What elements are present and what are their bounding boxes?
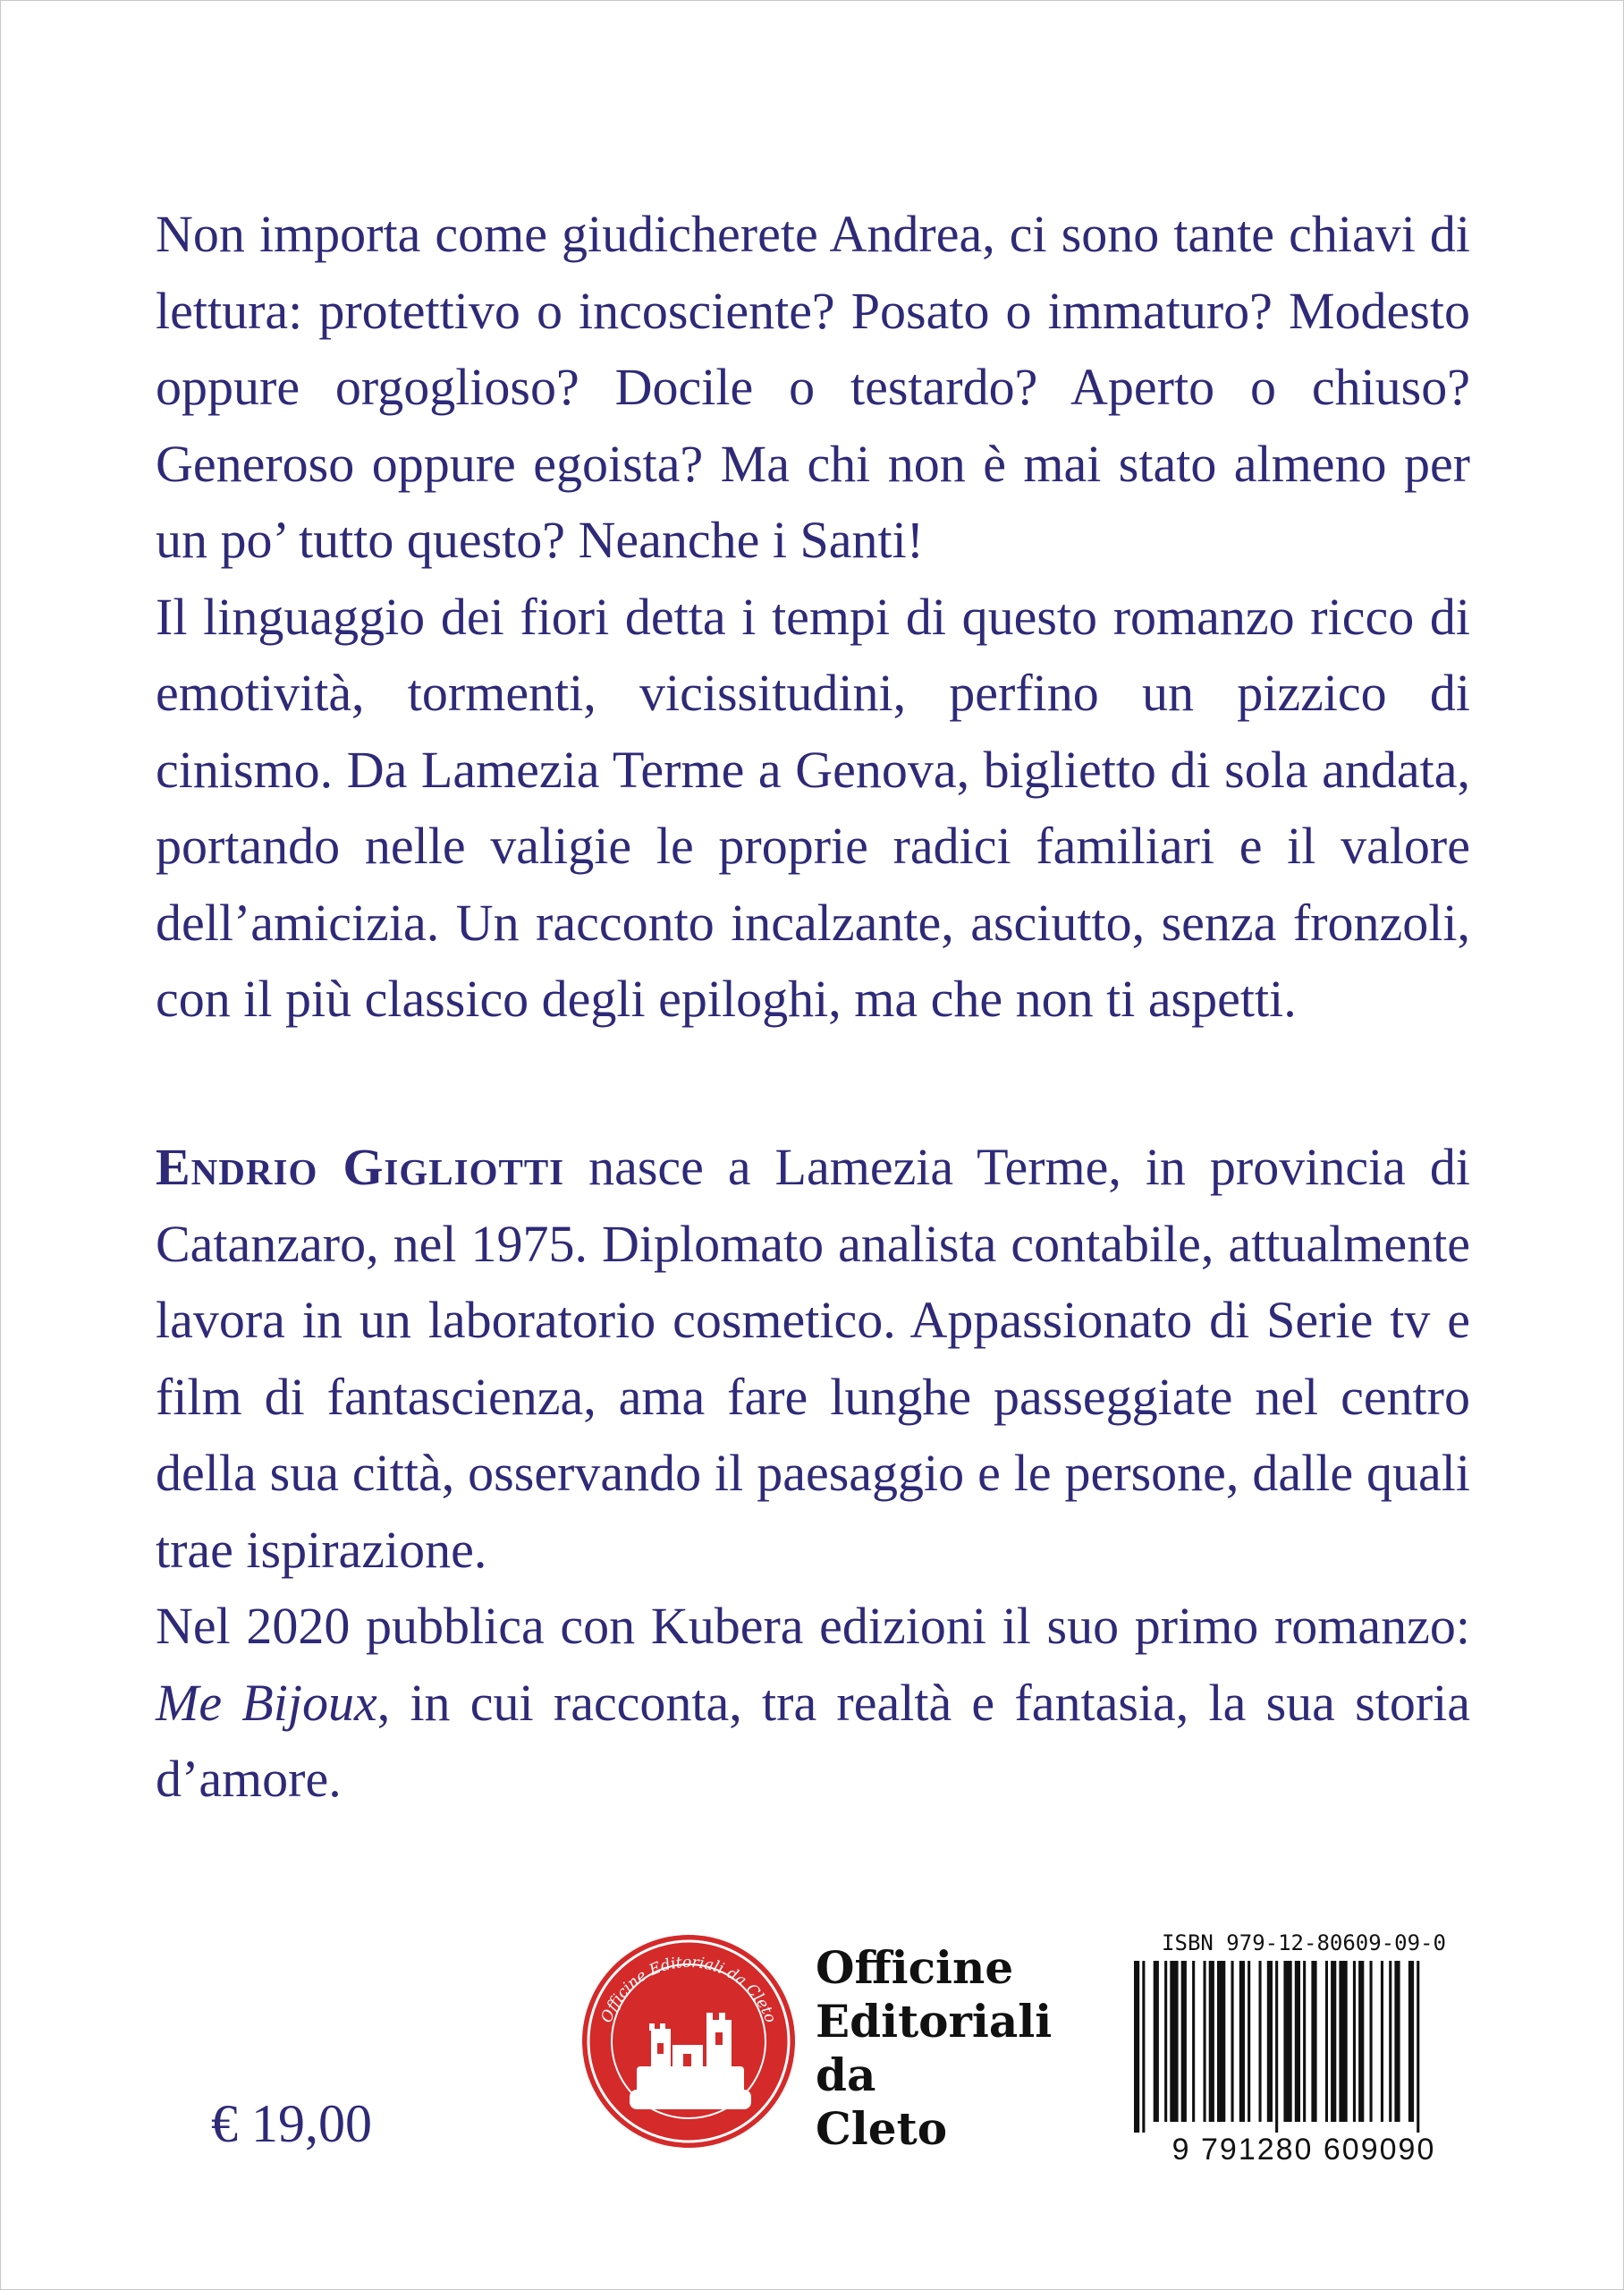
- bio-paragraph-2: [156, 1588, 1470, 1818]
- blurb-paragraph-1: Non importa come giudicherete Andrea, ci sono tante chiavi di lettura: protettivo o incosciente? Posato o immaturo? Modesto oppure orgoglioso? Docile o testardo? Aperto o chiuso? Generoso oppure egoista? Ma chi non è mai stato almeno per un po’ tutto questo? Neanche i Santi!: [156, 205, 1470, 569]
- bio-paragraph-1: [156, 1129, 1470, 1588]
- barcode-bar: [1267, 1961, 1273, 2122]
- barcode-bar: [1303, 1961, 1306, 2122]
- publisher-name-line-4: Cleto: [816, 2102, 948, 2155]
- barcode-bar: [1181, 1961, 1187, 2122]
- barcode-bar: [1358, 1961, 1364, 2122]
- publisher-name-line-3: da: [816, 2048, 876, 2101]
- barcode-bar: [1325, 1961, 1328, 2122]
- barcode-bar: [1154, 1961, 1159, 2122]
- previous-book-title: Me Bijoux: [156, 1673, 377, 1732]
- barcode-bar: [1295, 1961, 1300, 2122]
- barcode-bar: [1192, 1961, 1195, 2122]
- barcode-bar: [1353, 1961, 1356, 2122]
- seal-text: Officine Editoriali da Cleto: [597, 1953, 780, 2026]
- barcode-bar: [1283, 1961, 1291, 2122]
- barcode-bar: [1381, 1961, 1383, 2122]
- barcode-bar: [1408, 1961, 1414, 2122]
- publisher-name-line-2: Editoriali: [816, 1995, 1053, 2048]
- publisher-name: [816, 1941, 1052, 2156]
- barcode-bar: [1164, 1961, 1167, 2122]
- barcode-bar: [1248, 1961, 1250, 2122]
- publisher-seal-logo: [579, 1932, 798, 2150]
- blurb-paragraph-2: Il linguaggio dei fiori detta i tempi di questo romanzo ricco di emotività, tormenti, vicissitudini, perfino un pizzico di cinismo. Da Lamezia Terme a Genova, biglietto di sola andata, portando nelle valigie le proprie radici familiari e il valore dell’amicizia. Un racconto incalzante, asciutto, senza fronzoli, con il più classico degli epiloghi, ma che non ti aspetti.: [156, 587, 1470, 1028]
- barcode-bar: [1275, 1961, 1278, 2133]
- barcode-bar: [1331, 1961, 1336, 2122]
- bio-paragraph-2-start: Nel 2020 pubblica con Kubera edizioni il suo primo romanzo:: [156, 1597, 1470, 1655]
- barcode-bar: [1239, 1961, 1245, 2122]
- bio-paragraph-1-text: nasce a Lamezia Terme, in provincia di Catanzaro, nel 1975. Diplomato analista contabile, attualmente lavora in un laboratorio cosmetico. Appassionato di Serie tv e film di fantascienza, ama fare lunghe passeggiate nel centro della sua città, osservando il paesaggio e le persone, dalle quali trae ispirazione.: [156, 1138, 1470, 1579]
- barcode-bars: [1132, 1961, 1476, 2133]
- back-cover-blurb: [156, 196, 1470, 1038]
- publisher-name-line-1: Officine: [816, 1941, 1014, 1994]
- barcode-bar: [1394, 1961, 1400, 2122]
- author-name: Endrio Gigliotti: [156, 1138, 565, 1196]
- author-bio: [156, 1129, 1470, 1818]
- isbn-barcode: [1130, 1930, 1477, 2172]
- barcode-bar: [1231, 1961, 1234, 2122]
- barcode-bar: [1134, 1961, 1139, 2133]
- price-label: € 19,00: [211, 2094, 372, 2153]
- barcode-bar: [1217, 1961, 1225, 2122]
- barcode-bar: [1170, 1961, 1178, 2122]
- barcode-bar: [1259, 1961, 1262, 2122]
- isbn-label: ISBN 979-12-80609-09-0: [1162, 1930, 1446, 1955]
- bio-paragraph-2-end: , in cui racconta, tra realtà e fantasia, la sua storia d’amore.: [156, 1673, 1470, 1808]
- barcode-bar: [1370, 1961, 1373, 2122]
- barcode-bar: [1339, 1961, 1347, 2122]
- barcode-bar: [1417, 1961, 1419, 2133]
- barcode-bar: [1209, 1961, 1214, 2122]
- barcode-bar: [1389, 1961, 1391, 2122]
- barcode-bar: [1311, 1961, 1316, 2122]
- barcode-digits: 9 791280 609090: [1171, 2133, 1436, 2167]
- barcode-bar: [1204, 1961, 1206, 2122]
- barcode-bar: [1142, 1961, 1145, 2133]
